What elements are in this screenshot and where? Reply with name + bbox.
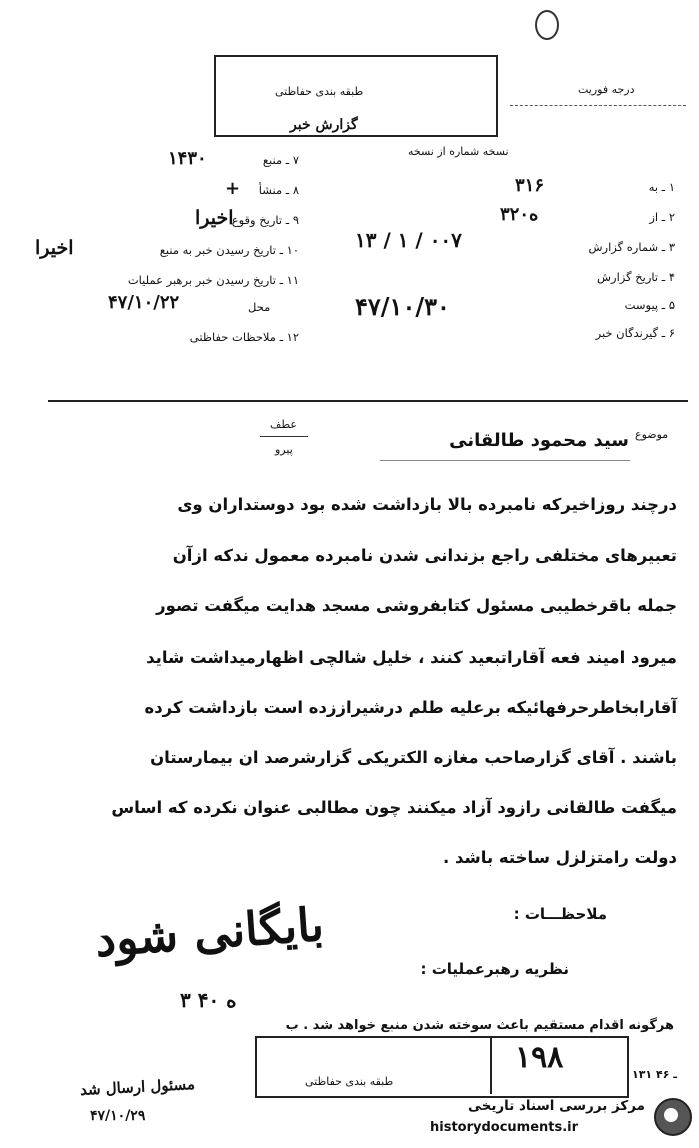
subject-underline (380, 460, 630, 461)
reference-label: عطف (270, 418, 297, 431)
section-divider (48, 400, 688, 402)
body-line: تعبیرهای مختلفی راجع بزندانی شدن نامبرده معمول ندکه ازآن (172, 546, 677, 565)
urgency-label: درجه فوریت (578, 83, 635, 96)
body-line: باشند . آقای گزارصاحب مغازه الکتریکی گزارشرصد ان بیمارستان (150, 748, 677, 767)
field-report-number-label: ۳ ـ شماره گزارش (588, 240, 675, 254)
field-place-value: ۴۷/۱۰/۲۲ (108, 292, 180, 313)
field-from-value: ۳ه۲۰ (500, 204, 539, 225)
follow-up-label: پیرو (275, 443, 293, 456)
field-occurrence-label: ۹ ـ تاریخ وقوع (231, 213, 299, 227)
field-to-label: ۱ ـ به (648, 180, 675, 194)
field-source-label: ۷ ـ منبع (262, 153, 299, 167)
leader-opinion-code: ۳ ه ۴۰ (180, 988, 237, 1012)
subject-value: سید محمود طالقانی (449, 430, 629, 451)
classification-label-top: طبقه بندی حفاظتی (275, 85, 364, 98)
field-report-date-label: ۴ ـ تاریخ گزارش (596, 270, 675, 284)
remarks-label: ملاحظـــات : (513, 905, 607, 923)
field-report-date-value: ۴۷/۱۰/۳۰ (355, 292, 450, 321)
field-source-value: ۱۴۳۰ (168, 148, 207, 169)
subject-label: موضوع (635, 428, 669, 441)
corner-mark (535, 10, 559, 40)
watermark-site: historydocuments.ir (430, 1120, 579, 1135)
field-received-source-label: ۱۰ ـ تاریخ رسیدن خبر به منبع (159, 243, 299, 257)
stamp-code: ۱۹۸ (515, 1040, 564, 1075)
field-received-source-value: اخیرا (35, 237, 74, 259)
urgency-divider (510, 105, 686, 106)
body-line: میگفت طالقانی رازود آزاد میکنند چون مطالبی عنوان نکرده که اساس (111, 798, 677, 817)
body-line: درچند روزاخیرکه نامبرده بالا بازداشت شده بود دوستداران وی (177, 495, 677, 514)
handwritten-date: ۴۷/۱۰/۲۹ (90, 1108, 146, 1124)
leader-opinion-label: نظریه رهبرعملیات : (420, 960, 569, 978)
body-line: جمله باقرخطیبی مسئول کتابفروشی مسجد هدایت میگفت تصور (156, 596, 677, 615)
report-title: گزارش خبر (290, 117, 358, 133)
watermark-name: مرکز بررسی اسناد تاریخی (467, 1098, 645, 1114)
stamp-inner-divider (490, 1036, 492, 1094)
classification-stamp-bottom (255, 1036, 629, 1098)
archive-stamp: بایگانی شود (93, 897, 326, 967)
field-place-label: محل (248, 300, 271, 314)
watermark-logo-icon (654, 1098, 692, 1136)
field-attachment-label: ۵ ـ پیوست (624, 298, 675, 312)
document-number: ۱۳۱ ـ ۴۶ (632, 1068, 678, 1081)
body-line: میرود امیند فعه آقاراتبعید کنند ، خلیل شالچی اظهارمیداشت شاید (146, 648, 677, 667)
field-from-label: ۲ ـ از (649, 210, 675, 224)
field-origin-value: + (225, 178, 241, 199)
reference-divider (260, 436, 308, 437)
field-received-leader-label: ۱۱ ـ تاریخ رسیدن خبر برهبر عملیات (127, 273, 299, 287)
body-line: دولت رامتزلزل ساخته باشد . (443, 848, 677, 867)
field-protection-notes-label: ۱۲ ـ ملاحظات حفاظتی (189, 330, 299, 344)
handwritten-note: مسئول ارسال شد (79, 1075, 196, 1099)
stamp-label: طبقه بندی حفاظتی (305, 1075, 394, 1088)
field-occurrence-value: اخیرا (195, 207, 234, 229)
field-to-value: ۳۱۶ (515, 175, 545, 196)
field-origin-label: ۸ ـ منشأ (258, 183, 299, 197)
copy-line: نسخه شماره از نسخه (408, 145, 509, 158)
watermark (410, 1096, 695, 1144)
field-report-number-value: ۱۳ / ۱ / ۰۰۷ (355, 228, 462, 252)
field-recipients-label: ۶ ـ گیرندگان خبر (595, 326, 675, 340)
body-line: آقارابخاطرحرفهائیکه برعلیه طلم درشیراززده است بازداشت کرده (144, 698, 677, 717)
footer-note: هرگونه اقدام مستقیم باعث سوخته شدن منبع خواهد شد . ب (285, 1018, 674, 1033)
